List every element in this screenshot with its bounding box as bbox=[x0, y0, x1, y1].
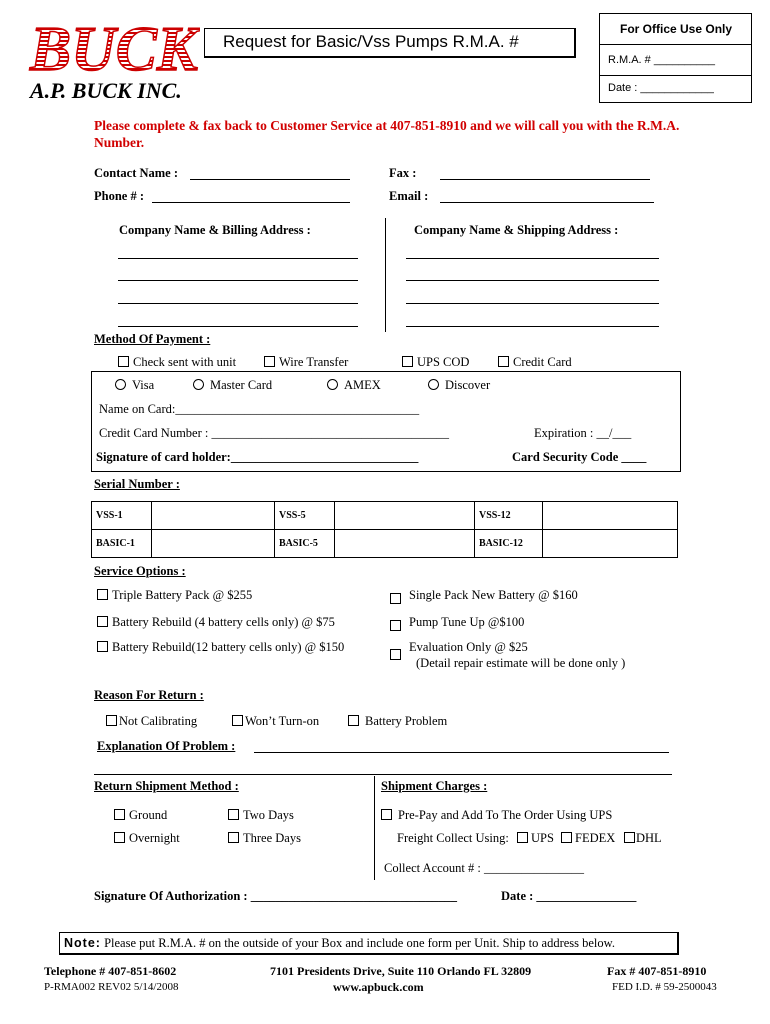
footer-form-id: P-RMA002 REV02 5/14/2008 bbox=[44, 981, 179, 993]
billing-line-1[interactable] bbox=[118, 258, 358, 259]
footer-fed-id: FED I.D. # 59-2500043 bbox=[612, 981, 717, 993]
service-single-pack[interactable]: Single Pack New Battery @ $160 bbox=[390, 588, 578, 604]
card-visa[interactable]: Visa bbox=[115, 378, 154, 393]
service-triple-battery[interactable]: Triple Battery Pack @ $255 bbox=[97, 588, 252, 603]
reason-battery-problem[interactable]: Battery Problem bbox=[348, 714, 447, 729]
shipping-address-label: Company Name & Shipping Address : bbox=[414, 223, 619, 237]
collect-account-field[interactable]: Collect Account # : ________________ bbox=[384, 861, 584, 875]
phone-label: Phone # : bbox=[94, 189, 144, 203]
card-amex[interactable]: AMEX bbox=[327, 378, 381, 393]
footer-website[interactable]: www.apbuck.com bbox=[333, 980, 424, 994]
office-rma: R.M.A. # __________ bbox=[608, 54, 716, 66]
form-title: Request for Basic/Vss Pumps R.M.A. # bbox=[204, 28, 576, 58]
name-on-card-field[interactable]: Name on Card:_______________________________________ bbox=[99, 402, 420, 416]
payment-option-credit-card[interactable]: Credit Card bbox=[498, 355, 572, 370]
serial-input[interactable] bbox=[543, 530, 678, 558]
shipping-line-1[interactable] bbox=[406, 258, 659, 259]
billing-line-3[interactable] bbox=[118, 303, 358, 304]
footer-fax: Fax # 407-851-8910 bbox=[607, 964, 707, 978]
card-mastercard[interactable]: Master Card bbox=[193, 378, 272, 393]
contact-name-field[interactable] bbox=[190, 179, 350, 180]
reason-title: Reason For Return : bbox=[94, 688, 204, 702]
carrier-ups[interactable]: UPS bbox=[517, 831, 554, 846]
note-label: Note: bbox=[64, 936, 101, 950]
company-name: A.P. BUCK INC. bbox=[30, 78, 182, 103]
card-discover[interactable]: Discover bbox=[428, 378, 490, 393]
address-divider bbox=[385, 218, 386, 332]
shipping-line-4[interactable] bbox=[406, 326, 659, 327]
service-title: Service Options : bbox=[94, 564, 186, 578]
billing-line-4[interactable] bbox=[118, 326, 358, 327]
service-evaluation[interactable]: Evaluation Only @ $25 bbox=[390, 640, 528, 660]
shipping-line-3[interactable] bbox=[406, 303, 659, 304]
serial-label: VSS-5 bbox=[275, 502, 335, 530]
serial-title: Serial Number : bbox=[94, 477, 180, 491]
serial-label: BASIC-12 bbox=[475, 530, 543, 558]
serial-input[interactable] bbox=[152, 502, 275, 530]
payment-option-wire[interactable]: Wire Transfer bbox=[264, 355, 348, 370]
footer-address: 7101 Presidents Drive, Suite 110 Orlando FL 32809 bbox=[270, 964, 532, 978]
note-text: Please put R.M.A. # on the outside of your Box and include one form per Unit. Ship to address below. bbox=[100, 936, 615, 950]
shipping-line-2[interactable] bbox=[406, 280, 659, 281]
serial-input[interactable] bbox=[335, 530, 475, 558]
serial-input[interactable] bbox=[543, 502, 678, 530]
carrier-fedex[interactable]: FEDEX bbox=[561, 831, 615, 846]
charges-title: Shipment Charges : bbox=[381, 779, 488, 793]
payment-option-check[interactable]: Check sent with unit bbox=[118, 355, 236, 370]
explanation-line-1[interactable] bbox=[254, 752, 669, 753]
instructions: Please complete & fax back to Customer Service at 407-851-8910 and we will call you with the R.M.A. Number. bbox=[94, 118, 680, 150]
serial-input[interactable] bbox=[152, 530, 275, 558]
payment-option-ups-cod[interactable]: UPS COD bbox=[402, 355, 469, 370]
explanation-line-2[interactable] bbox=[94, 774, 672, 775]
fax-field[interactable] bbox=[440, 179, 650, 180]
security-code-field[interactable]: Card Security Code ____ bbox=[512, 450, 647, 464]
serial-label: BASIC-1 bbox=[92, 530, 152, 558]
buck-logo bbox=[28, 12, 200, 76]
phone-field[interactable] bbox=[152, 202, 350, 203]
reason-wont-turn-on[interactable]: Won’t Turn-on bbox=[232, 714, 319, 729]
table-row bbox=[92, 530, 678, 558]
office-use-title: For Office Use Only bbox=[620, 22, 733, 36]
billing-address-label: Company Name & Billing Address : bbox=[119, 223, 311, 237]
serial-table bbox=[91, 501, 678, 558]
service-tune-up[interactable]: Pump Tune Up @$100 bbox=[390, 615, 524, 631]
serial-input[interactable] bbox=[335, 502, 475, 530]
serial-label: BASIC-5 bbox=[275, 530, 335, 558]
svg-text:BUCK: BUCK bbox=[29, 13, 200, 76]
card-signature-field[interactable]: Signature of card holder:______________________________ bbox=[96, 450, 419, 464]
method-ground[interactable]: Ground bbox=[114, 808, 167, 823]
charges-prepay[interactable]: Pre-Pay and Add To The Order Using UPS bbox=[381, 808, 612, 823]
method-overnight[interactable]: Overnight bbox=[114, 831, 180, 846]
footer-telephone: Telephone # 407-851-8602 bbox=[44, 964, 177, 978]
email-field[interactable] bbox=[440, 202, 654, 203]
billing-line-2[interactable] bbox=[118, 280, 358, 281]
shipment-divider bbox=[374, 776, 375, 880]
authorization-signature[interactable]: Signature Of Authorization : _________________________________ bbox=[94, 889, 457, 903]
method-two-days[interactable]: Two Days bbox=[228, 808, 294, 823]
office-date: Date : ____________ bbox=[608, 82, 714, 94]
carrier-dhl[interactable]: DHL bbox=[624, 831, 662, 846]
fax-label: Fax : bbox=[389, 166, 417, 180]
return-method-title: Return Shipment Method : bbox=[94, 779, 239, 793]
email-label: Email : bbox=[389, 189, 429, 203]
serial-label: VSS-12 bbox=[475, 502, 543, 530]
card-number-field[interactable]: Credit Card Number : ______________________________________ bbox=[99, 426, 449, 440]
service-rebuild-12[interactable]: Battery Rebuild(12 battery cells only) @ $150 bbox=[97, 640, 344, 655]
explanation-label: Explanation Of Problem : bbox=[97, 739, 236, 753]
authorization-date[interactable]: Date : ________________ bbox=[501, 889, 637, 903]
evaluation-note: (Detail repair estimate will be done only ) bbox=[416, 656, 626, 670]
expiration-field[interactable]: Expiration : __/___ bbox=[534, 426, 632, 440]
method-three-days[interactable]: Three Days bbox=[228, 831, 301, 846]
contact-name-label: Contact Name : bbox=[94, 166, 179, 180]
table-row bbox=[92, 502, 678, 530]
payment-title: Method Of Payment : bbox=[94, 332, 211, 346]
note-box bbox=[59, 932, 679, 955]
freight-collect-label: Freight Collect Using: bbox=[397, 831, 509, 845]
reason-not-calibrating[interactable]: Not Calibrating bbox=[106, 714, 197, 729]
serial-label: VSS-1 bbox=[92, 502, 152, 530]
service-rebuild-4[interactable]: Battery Rebuild (4 battery cells only) @ $75 bbox=[97, 615, 335, 630]
